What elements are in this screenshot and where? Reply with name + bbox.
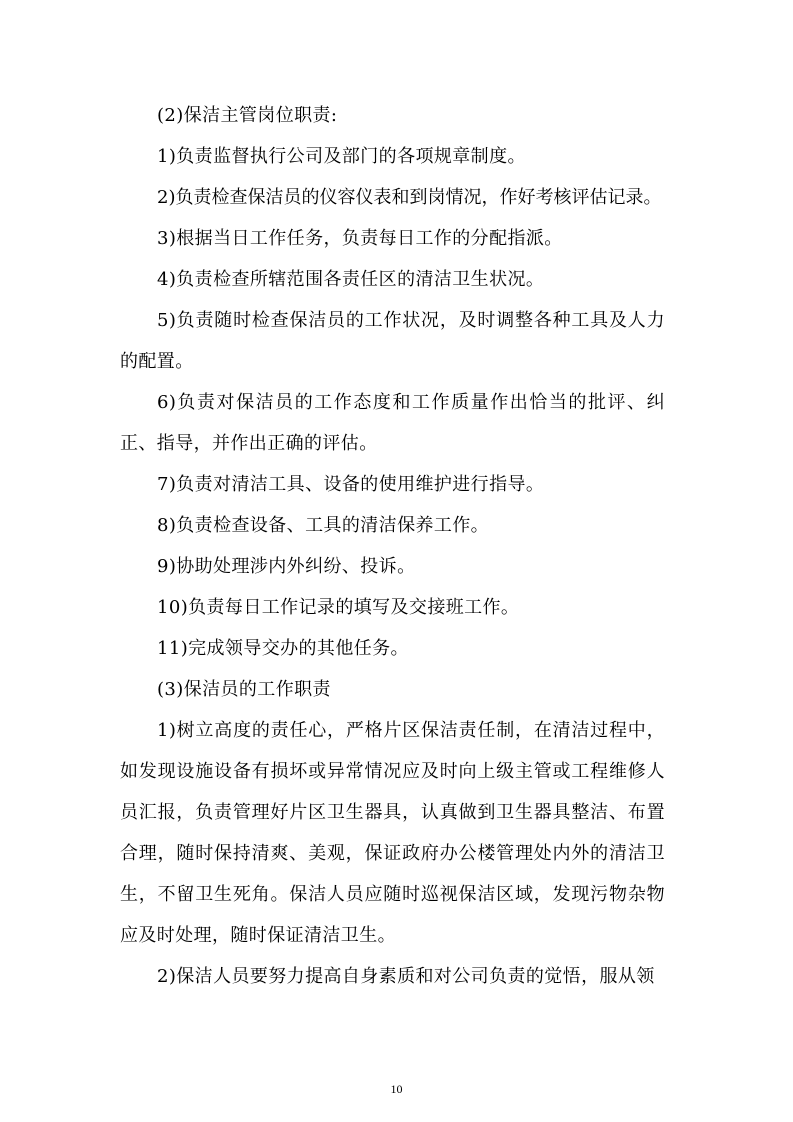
paragraph: 4)负责检查所辖范围各责任区的清洁卫生状况。 <box>157 269 545 290</box>
page-number: 10 <box>390 1082 403 1096</box>
paragraph: 10)负责每日工作记录的填写及交接班工作。 <box>157 597 520 618</box>
paragraph: 5)负责随时检查保洁员的工作状况，及时调整各种工具及人力的配置。 <box>120 310 665 372</box>
paragraph: 8)负责检查设备、工具的清洁保养工作。 <box>157 515 490 536</box>
paragraph: 9)协助处理涉内外纠纷、投诉。 <box>157 556 416 577</box>
section-heading-supervisor: (2)保洁主管岗位职责: <box>157 105 338 126</box>
paragraph: 2)保洁人员要努力提高自身素质和对公司负责的觉悟，服从领 <box>157 966 655 987</box>
paragraph: 3)根据当日工作任务，负责每日工作的分配指派。 <box>157 228 563 249</box>
paragraph: 1)树立高度的责任心，严格片区保洁责任制，在清洁过程中，如发现设施设备有损坏或异常情况应及时向上级主管或工程维修人员汇报，负责管理好片区卫生器具，认真做到卫生器具整洁、布置合理，随时保持清爽、美观，保证政府办公楼管理处内外的清洁卫生，不留卫生死角。保洁人员应随时巡视保洁区域，发现污物杂物应及时处理，随时保证清洁卫生。 <box>120 720 665 946</box>
paragraph: 6)负责对保洁员的工作态度和工作质量作出恰当的批评、纠正、指导，并作出正确的评估。 <box>120 392 665 454</box>
paragraph: 2)负责检查保洁员的仪容仪表和到岗情况，作好考核评估记录。 <box>157 187 662 208</box>
paragraph: 7)负责对清洁工具、设备的使用维护进行指导。 <box>157 474 545 495</box>
paragraph: 11)完成领导交办的其他任务。 <box>157 638 409 659</box>
section-heading-cleaner: (3)保洁员的工作职责 <box>157 679 331 700</box>
paragraph: 1)负责监督执行公司及部门的各项规章制度。 <box>157 146 526 167</box>
document-body <box>120 95 665 997</box>
